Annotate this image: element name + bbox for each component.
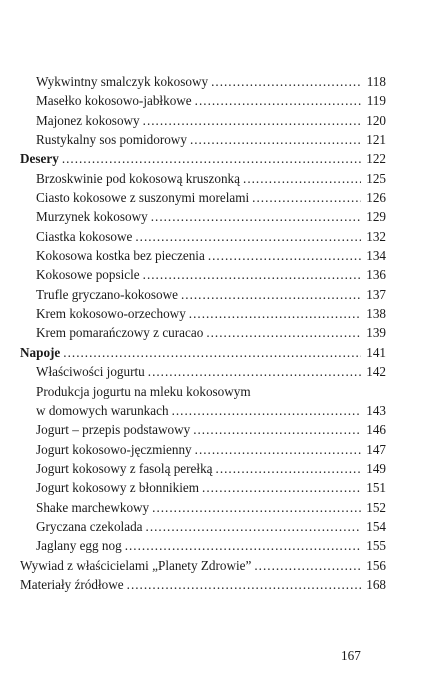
toc-entry-page: 155 xyxy=(366,538,386,554)
toc-entry xyxy=(20,130,386,149)
toc-entry-title: Kokosowe popsicle xyxy=(36,267,140,283)
leader-dots xyxy=(148,362,361,381)
toc-entry xyxy=(20,420,386,439)
toc-entry-page: 132 xyxy=(366,228,386,244)
toc-entry-title: Jogurt – przepis podstawowy xyxy=(36,422,191,438)
toc-entry xyxy=(20,72,386,91)
toc-entry xyxy=(20,169,386,188)
toc-section xyxy=(20,575,386,594)
leader-dots xyxy=(208,246,361,265)
toc-entry xyxy=(20,362,386,381)
leader-dots xyxy=(127,575,361,594)
leader-dots xyxy=(190,130,361,149)
toc-entry xyxy=(20,304,386,323)
toc-entry-page: 147 xyxy=(366,441,386,457)
toc-entry xyxy=(20,285,386,304)
toc-entry-title: Rustykalny sos pomidorowy xyxy=(36,132,187,148)
toc-entry-title: Jogurt kokosowy z fasolą perełką xyxy=(36,460,213,476)
toc-entry-title: w domowych warunkach xyxy=(36,402,169,418)
leader-dots xyxy=(211,72,361,91)
toc-entry xyxy=(20,498,386,517)
toc-entry-title: Jogurt kokosowo-jęczmienny xyxy=(36,441,192,457)
toc-entry-title: Kokosowa kostka bez pieczenia xyxy=(36,248,205,264)
toc-entry-title: Jogurt kokosowy z błonnikiem xyxy=(36,480,200,496)
toc-entry xyxy=(20,246,386,265)
toc-entry-page: 138 xyxy=(366,306,386,322)
leader-dots xyxy=(143,111,361,130)
toc-entry xyxy=(20,459,386,478)
leader-dots xyxy=(195,91,361,110)
toc-entry-title-line: Produkcja jogurtu na mleku kokosowym xyxy=(36,383,251,399)
leader-dots xyxy=(243,169,361,188)
toc-section xyxy=(20,149,386,168)
toc-entry-page: 125 xyxy=(366,170,386,186)
toc-entry-page: 119 xyxy=(366,93,386,109)
leader-dots xyxy=(143,265,361,284)
toc-entry-page: 154 xyxy=(366,518,386,534)
toc-entry-page: 120 xyxy=(366,112,386,128)
toc-entry-page: 141 xyxy=(366,344,386,360)
toc-entry xyxy=(20,265,386,284)
toc-entry xyxy=(20,207,386,226)
leader-dots xyxy=(152,498,361,517)
toc-entry-title: Krem pomarańczowy z curacao xyxy=(36,325,204,341)
toc-entry-page: 121 xyxy=(366,132,386,148)
toc-entry xyxy=(20,227,386,246)
toc-entry-title: Materiały źródłowe xyxy=(20,576,124,592)
toc-entry-page: 156 xyxy=(366,557,386,573)
leader-dots xyxy=(195,440,361,459)
leader-dots xyxy=(193,420,361,439)
toc-entry-page: 146 xyxy=(366,422,386,438)
toc-entry-title: Krem kokosowo-orzechowy xyxy=(36,306,186,322)
toc-entry xyxy=(20,111,386,130)
toc-entry-page: 136 xyxy=(366,267,386,283)
toc-entry-page: 137 xyxy=(366,286,386,302)
toc-entry-title: Wywiad z właścicielami „Planety Zdrowie” xyxy=(20,557,252,573)
toc-entry-title: Ciastka kokosowe xyxy=(36,228,133,244)
toc-section xyxy=(20,556,386,575)
leader-dots xyxy=(125,536,361,555)
toc-entry-title: Wykwintny smalczyk kokosowy xyxy=(36,74,209,89)
toc-entry xyxy=(20,323,386,342)
toc-entry-page: 149 xyxy=(366,460,386,476)
toc-entry-page: 151 xyxy=(366,480,386,496)
toc-entry-page: 152 xyxy=(366,499,386,515)
toc-entry xyxy=(20,517,386,536)
toc-entry xyxy=(20,478,386,497)
toc-entry-title: Murzynek kokosowy xyxy=(36,209,148,225)
toc-entry-page: 134 xyxy=(366,248,386,264)
leader-dots xyxy=(146,517,361,536)
toc-entry-page: 139 xyxy=(366,325,386,341)
toc-entry-title: Majonez kokosowy xyxy=(36,112,140,128)
leader-dots xyxy=(151,207,361,226)
leader-dots xyxy=(254,556,361,575)
leader-dots xyxy=(216,459,361,478)
toc-entry xyxy=(20,536,386,555)
toc-entry xyxy=(20,188,386,207)
toc-entry-title: Napoje xyxy=(20,344,61,360)
leader-dots xyxy=(172,401,361,420)
toc-entry xyxy=(20,91,386,110)
toc-entry-title: Trufle gryczano-kokosowe xyxy=(36,286,178,302)
toc-entry-page: 168 xyxy=(366,576,386,592)
toc-entry-page: 143 xyxy=(366,402,386,418)
leader-dots xyxy=(62,149,361,168)
toc-entry-title: Masełko kokosowo-jabłkowe xyxy=(36,93,192,109)
toc-entry-page: 142 xyxy=(366,364,386,380)
toc-entry-page: 129 xyxy=(366,209,386,225)
table-of-contents xyxy=(20,72,386,594)
leader-dots xyxy=(181,285,361,304)
leader-dots xyxy=(252,188,361,207)
toc-entry xyxy=(20,401,386,420)
leader-dots xyxy=(206,323,361,342)
leader-dots xyxy=(202,478,361,497)
leader-dots xyxy=(135,227,361,246)
leader-dots xyxy=(189,304,361,323)
page-number: 167 xyxy=(341,648,361,663)
toc-entry-page: 122 xyxy=(366,151,386,167)
toc-entry-title: Jaglany egg nog xyxy=(36,538,122,554)
toc-entry-title: Właściwości jogurtu xyxy=(36,364,145,380)
toc-entry-page: 118 xyxy=(366,74,386,89)
toc-entry-title: Gryczana czekolada xyxy=(36,518,143,534)
leader-dots xyxy=(63,343,361,362)
toc-entry xyxy=(20,440,386,459)
toc-entry-title: Shake marchewkowy xyxy=(36,499,150,515)
toc-entry-title: Desery xyxy=(20,151,59,167)
toc-entry-title: Brzoskwinie pod kokosową kruszonką xyxy=(36,170,241,186)
toc-entry-page: 126 xyxy=(366,190,386,206)
toc-section xyxy=(20,343,386,362)
toc-entry-title: Ciasto kokosowe z suszonymi morelami xyxy=(36,190,250,206)
